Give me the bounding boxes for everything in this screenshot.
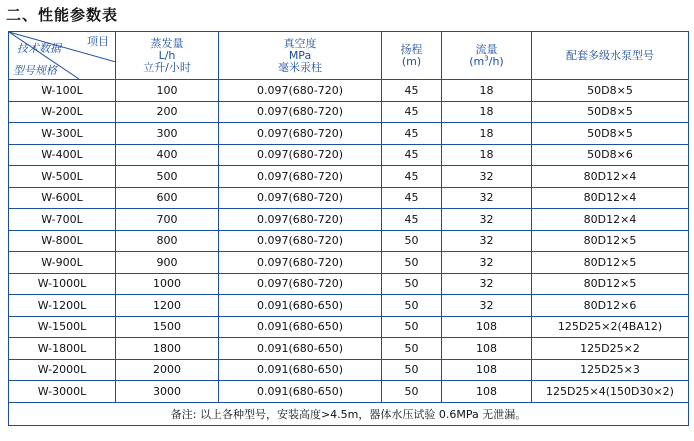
model-cell: W-700L xyxy=(9,209,116,231)
pump-cell: 80D12×5 xyxy=(532,252,689,274)
vacuum-cell: 0.097(680-720) xyxy=(219,209,382,231)
vacuum-cell: 0.097(680-720) xyxy=(219,230,382,252)
flow-cell: 32 xyxy=(442,295,532,317)
table-row xyxy=(9,123,689,145)
flow-unit-suffix: /h) xyxy=(488,54,504,68)
flow-cell: 32 xyxy=(442,187,532,209)
evaporation-cell: 600 xyxy=(116,187,219,209)
performance-table xyxy=(8,31,689,426)
head-cell: 45 xyxy=(382,166,442,188)
table-row xyxy=(9,252,689,274)
evaporation-cell: 3000 xyxy=(116,381,219,403)
evaporation-cell: 800 xyxy=(116,230,219,252)
pump-cell: 125D25×2(4BA12) xyxy=(532,316,689,338)
evaporation-cell: 500 xyxy=(116,166,219,188)
model-cell: W-1200L xyxy=(9,295,116,317)
model-cell: W-400L xyxy=(9,144,116,166)
pump-cell: 125D25×2 xyxy=(532,338,689,360)
head-cell: 45 xyxy=(382,101,442,123)
corner-label-tech-data: 技术数据 xyxy=(17,42,61,55)
model-cell: W-3000L xyxy=(9,381,116,403)
pump-cell: 50D8×5 xyxy=(532,123,689,145)
head-cell: 45 xyxy=(382,209,442,231)
table-row xyxy=(9,166,689,188)
vacuum-cell: 0.097(680-720) xyxy=(219,144,382,166)
flow-cell: 108 xyxy=(442,338,532,360)
head-header-line2: (m) xyxy=(401,54,422,68)
flow-cell: 108 xyxy=(442,381,532,403)
table-row xyxy=(9,295,689,317)
evaporation-cell: 100 xyxy=(116,80,219,102)
pump-cell: 125D25×3 xyxy=(532,359,689,381)
model-cell: W-800L xyxy=(9,230,116,252)
table-row xyxy=(9,230,689,252)
head-cell: 45 xyxy=(382,123,442,145)
evaporation-header-line2: L/h xyxy=(158,48,176,62)
flow-cell: 18 xyxy=(442,123,532,145)
vacuum-cell: 0.097(680-720) xyxy=(219,252,382,274)
table-row xyxy=(9,316,689,338)
model-cell: W-300L xyxy=(9,123,116,145)
table-row xyxy=(9,209,689,231)
model-cell: W-1500L xyxy=(9,316,116,338)
head-cell: 45 xyxy=(382,144,442,166)
pump-cell: 125D25×4(150D30×2) xyxy=(532,381,689,403)
pump-cell: 50D8×5 xyxy=(532,101,689,123)
vacuum-cell: 0.097(680-720) xyxy=(219,80,382,102)
head-cell: 45 xyxy=(382,80,442,102)
flow-header-line1: 流量 xyxy=(475,42,498,56)
head-cell: 50 xyxy=(382,252,442,274)
vacuum-cell: 0.097(680-720) xyxy=(219,187,382,209)
corner-label-model-spec: 型号规格 xyxy=(13,64,57,77)
model-cell: W-200L xyxy=(9,101,116,123)
table-row xyxy=(9,273,689,295)
flow-cell: 108 xyxy=(442,359,532,381)
head-cell: 50 xyxy=(382,295,442,317)
pump-header: 配套多级水泵型号 xyxy=(532,32,689,80)
head-cell: 50 xyxy=(382,230,442,252)
table-row xyxy=(9,359,689,381)
pump-cell: 80D12×5 xyxy=(532,230,689,252)
evaporation-header-line3: 立升/小时 xyxy=(143,60,191,74)
flow-cell: 32 xyxy=(442,273,532,295)
head-cell: 50 xyxy=(382,273,442,295)
evaporation-cell: 2000 xyxy=(116,359,219,381)
evaporation-cell: 1500 xyxy=(116,316,219,338)
pump-cell: 80D12×4 xyxy=(532,209,689,231)
evaporation-cell: 900 xyxy=(116,252,219,274)
vacuum-header-line2: MPa xyxy=(288,48,312,62)
model-cell: W-1800L xyxy=(9,338,116,360)
table-row xyxy=(9,101,689,123)
model-cell: W-2000L xyxy=(9,359,116,381)
head-cell: 50 xyxy=(382,381,442,403)
flow-cell: 32 xyxy=(442,209,532,231)
vacuum-cell: 0.091(680-650) xyxy=(219,338,382,360)
head-cell: 50 xyxy=(382,338,442,360)
pump-cell: 50D8×5 xyxy=(532,80,689,102)
page-title: 二、性能参数表 xyxy=(6,6,119,24)
table-row xyxy=(9,381,689,403)
model-cell: W-100L xyxy=(9,80,116,102)
table-row xyxy=(9,338,689,360)
vacuum-cell: 0.097(680-720) xyxy=(219,123,382,145)
model-cell: W-900L xyxy=(9,252,116,274)
vacuum-header-line3: 毫米汞柱 xyxy=(278,60,322,74)
flow-cell: 18 xyxy=(442,101,532,123)
flow-cell: 32 xyxy=(442,252,532,274)
flow-cell: 108 xyxy=(442,316,532,338)
note-text: 备注: 以上各种型号，安装高度>4.5m，器体水压试验 0.6MPa 无泄漏。 xyxy=(9,402,689,425)
vacuum-header-line1: 真空度 xyxy=(283,36,317,50)
vacuum-cell: 0.091(680-650) xyxy=(219,381,382,403)
header-row xyxy=(9,32,689,80)
model-cell: W-500L xyxy=(9,166,116,188)
evaporation-cell: 700 xyxy=(116,209,219,231)
pump-cell: 80D12×4 xyxy=(532,187,689,209)
vacuum-cell: 0.097(680-720) xyxy=(219,273,382,295)
flow-header-line2 xyxy=(442,53,531,68)
flow-header xyxy=(442,32,532,80)
vacuum-cell: 0.091(680-650) xyxy=(219,316,382,338)
vacuum-cell: 0.097(680-720) xyxy=(219,101,382,123)
evaporation-cell: 1800 xyxy=(116,338,219,360)
corner-header-cell xyxy=(9,32,116,80)
evaporation-header xyxy=(116,32,219,80)
flow-unit-prefix: (m xyxy=(469,54,485,68)
evaporation-cell: 400 xyxy=(116,144,219,166)
note-row xyxy=(9,402,689,425)
flow-cell: 18 xyxy=(442,144,532,166)
pump-cell: 50D8×6 xyxy=(532,144,689,166)
model-cell: W-600L xyxy=(9,187,116,209)
head-header xyxy=(382,32,442,80)
pump-cell: 80D12×5 xyxy=(532,273,689,295)
vacuum-cell: 0.091(680-650) xyxy=(219,295,382,317)
corner-label-item: 项目 xyxy=(87,35,109,48)
flow-unit-superscript: 3 xyxy=(484,53,489,62)
pump-cell: 80D12×6 xyxy=(532,295,689,317)
head-cell: 50 xyxy=(382,359,442,381)
model-cell: W-1000L xyxy=(9,273,116,295)
flow-cell: 18 xyxy=(442,80,532,102)
table-body xyxy=(9,80,689,403)
evaporation-cell: 1200 xyxy=(116,295,219,317)
vacuum-cell: 0.097(680-720) xyxy=(219,166,382,188)
evaporation-cell: 200 xyxy=(116,101,219,123)
vacuum-cell: 0.091(680-650) xyxy=(219,359,382,381)
vacuum-header xyxy=(219,32,382,80)
flow-cell: 32 xyxy=(442,230,532,252)
head-header-line1: 扬程 xyxy=(400,42,423,56)
evaporation-cell: 300 xyxy=(116,123,219,145)
pump-cell: 80D12×4 xyxy=(532,166,689,188)
evaporation-cell: 1000 xyxy=(116,273,219,295)
head-cell: 50 xyxy=(382,316,442,338)
table-row xyxy=(9,144,689,166)
flow-cell: 32 xyxy=(442,166,532,188)
evaporation-header-line1: 蒸发量 xyxy=(150,36,184,50)
table-row xyxy=(9,80,689,102)
head-cell: 45 xyxy=(382,187,442,209)
table-row xyxy=(9,187,689,209)
